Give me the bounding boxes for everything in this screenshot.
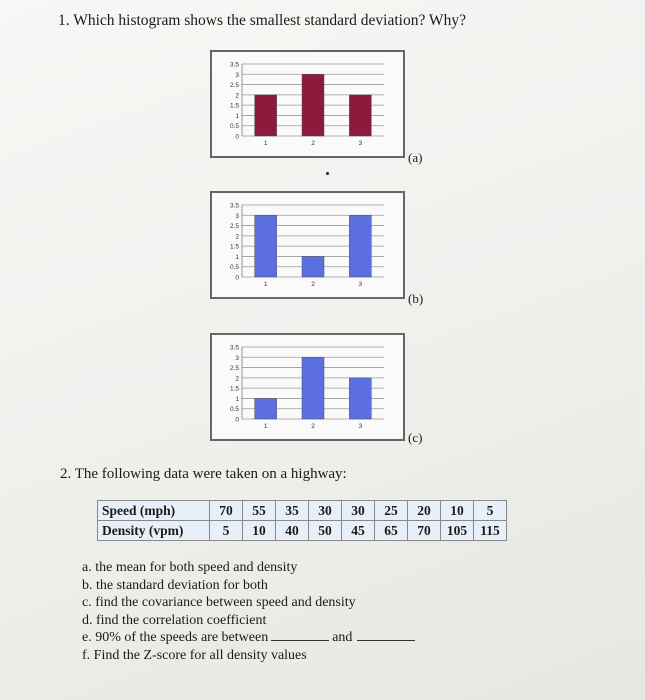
speed-row: [98, 501, 507, 521]
density-cell: 50: [309, 521, 342, 541]
question-2: 2. The following data were taken on a highway:: [60, 466, 347, 482]
density-cell: 115: [474, 521, 507, 541]
histogram-bar: [255, 215, 277, 277]
x-tick-label: 2: [311, 140, 315, 147]
item-d: d. find the correlation coefficient: [82, 612, 267, 628]
highway-data-table: [97, 500, 507, 541]
y-tick-label: 1: [235, 395, 239, 403]
y-tick-label: 1.5: [229, 243, 239, 251]
x-tick-label: 3: [358, 140, 363, 147]
y-tick-label: 3.5: [229, 202, 239, 210]
stray-dot: [326, 172, 329, 175]
speed-cell: 20: [408, 501, 441, 521]
speed-cell: 70: [210, 501, 243, 521]
question-1: 1. Which histogram shows the smallest standard deviation? Why?: [58, 12, 466, 29]
y-tick-label: 3: [235, 354, 239, 362]
density-header: Density (vpm): [98, 521, 210, 541]
density-cell: 45: [342, 521, 375, 541]
y-tick-label: 1.5: [229, 385, 239, 393]
histogram-bar: [255, 398, 277, 419]
chart-tag-c: (c): [408, 430, 423, 445]
y-tick-label: 3: [235, 71, 239, 79]
speed-header: Speed (mph): [98, 501, 210, 521]
speed-cell: 30: [309, 501, 342, 521]
x-tick-label: 2: [311, 423, 315, 430]
y-tick-label: 1: [235, 112, 239, 120]
histogram-bar: [302, 256, 324, 277]
density-cell: 10: [243, 521, 276, 541]
density-cell: 40: [276, 521, 309, 541]
x-tick-label: 1: [263, 140, 268, 147]
y-tick-label: 3.5: [229, 344, 239, 352]
y-tick-label: 2: [235, 375, 239, 383]
blank-line-1: [271, 640, 329, 641]
histogram-bar: [349, 215, 371, 277]
density-row: [98, 521, 507, 541]
y-tick-label: 2: [235, 92, 239, 100]
item-e-text: e. 90% of the speeds are between: [82, 630, 269, 645]
histogram-b: [210, 191, 405, 299]
speed-cell: 10: [441, 501, 474, 521]
speed-cell: 5: [474, 501, 507, 521]
y-tick-label: 2.5: [229, 82, 239, 90]
speed-cell: 55: [243, 501, 276, 521]
histogram-svg: [212, 52, 403, 156]
x-tick-label: 1: [263, 423, 268, 430]
speed-cell: 35: [276, 501, 309, 521]
y-tick-label: 2.5: [229, 223, 239, 231]
y-tick-label: 1.5: [229, 102, 239, 110]
histogram-svg: [212, 193, 403, 297]
item-f: f. Find the Z-score for all density values: [82, 647, 307, 663]
histogram-bar: [302, 74, 324, 136]
density-cell: 70: [408, 521, 441, 541]
y-tick-label: 0.5: [229, 123, 239, 131]
histogram-bar: [302, 357, 324, 419]
chart-tag-b: (b): [408, 291, 424, 306]
y-tick-label: 0: [235, 274, 239, 282]
speed-cell: 25: [375, 501, 408, 521]
y-tick-label: 0.5: [229, 406, 239, 414]
blank-line-2: [357, 640, 415, 641]
density-cell: 105: [441, 521, 474, 541]
question-items: [82, 559, 415, 664]
item-c-text: c. find the covariance between speed and density: [82, 595, 356, 610]
histogram-svg: [212, 335, 403, 439]
y-tick-label: 0: [235, 133, 239, 141]
item-e-and: and: [332, 630, 353, 645]
x-tick-label: 3: [358, 281, 363, 288]
density-cell: 5: [210, 521, 243, 541]
y-tick-label: 0.5: [229, 264, 239, 272]
y-tick-label: 0: [235, 416, 239, 424]
item-b: b. the standard deviation for both: [82, 577, 268, 593]
y-tick-label: 3.5: [229, 61, 239, 69]
chart-tag-a: (a): [408, 150, 423, 165]
speed-cell: 30: [342, 501, 375, 521]
histogram-bar: [255, 95, 277, 136]
x-tick-label: 3: [358, 423, 363, 430]
x-tick-label: 2: [311, 281, 315, 288]
item-a: a. the mean for both speed and density: [82, 560, 298, 575]
y-tick-label: 2: [235, 233, 239, 241]
item-c: [82, 594, 415, 612]
density-cell: 65: [375, 521, 408, 541]
histogram-bar: [349, 95, 371, 136]
histogram-c: [210, 333, 405, 441]
y-tick-label: 1: [235, 253, 239, 261]
histogram-a: [210, 50, 405, 158]
y-tick-label: 3: [235, 212, 239, 220]
y-tick-label: 2.5: [229, 365, 239, 373]
x-tick-label: 1: [263, 281, 268, 288]
histogram-bar: [349, 378, 371, 419]
item-e: [82, 629, 415, 647]
